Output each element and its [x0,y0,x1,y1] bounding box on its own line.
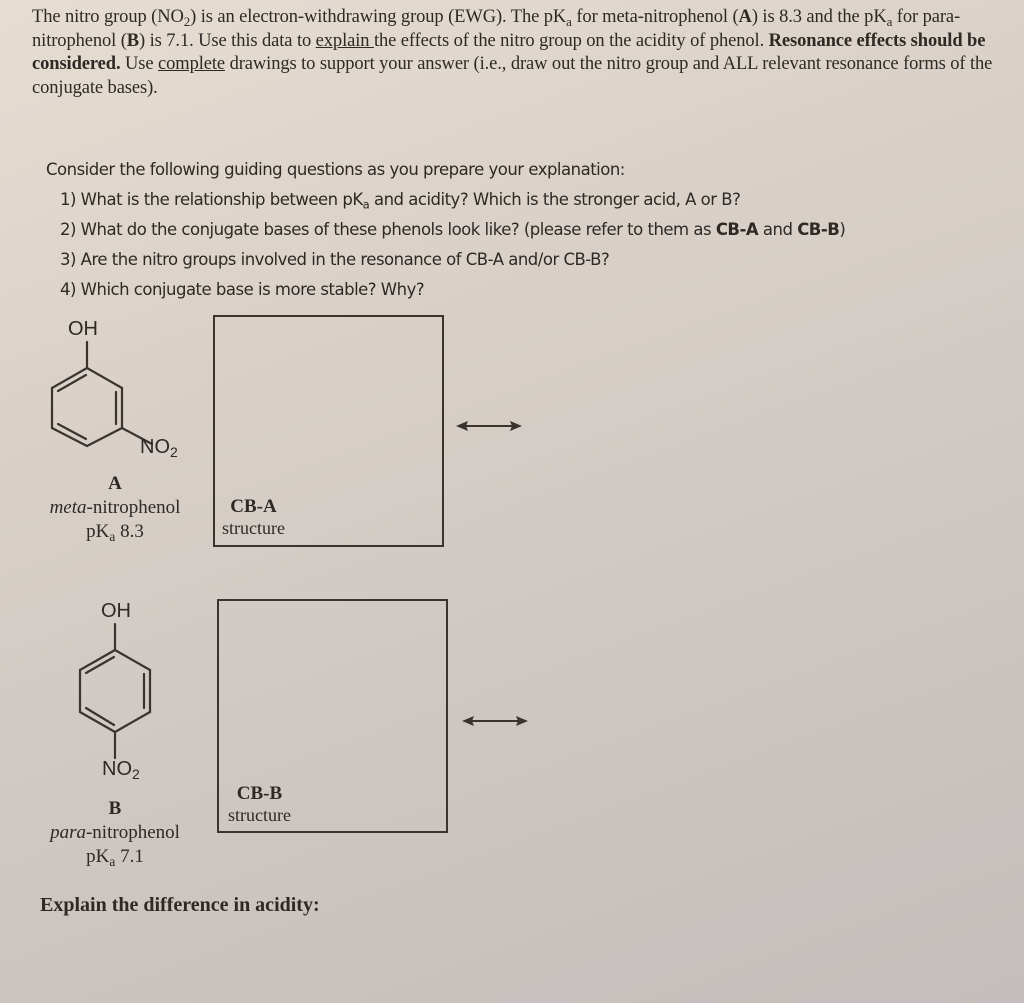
explain-prompt: Explain the difference in acidity: [40,894,320,916]
question-2: 2) What do the conjugate bases of these phenols look like? (please refer to them as CB-A and CB-B) [60,220,846,239]
guiding-questions [46,155,1021,305]
benzene-ring-para-icon [60,622,170,762]
nitro-group-label: $NO_2$ [140,436,178,461]
molecule-a-letter: A [108,473,122,494]
resonance-arrow-icon [460,711,530,731]
hydroxyl-label: OH [101,600,131,622]
nitro-group-label: $NO_2$ [102,758,140,783]
molecule-a-caption [30,472,200,544]
question-4: 4) Which conjugate base is more stable? Why? [60,280,425,299]
molecule-b-caption [30,797,200,869]
instructions-paragraph: The nitro group $(NO_2)$ is an electron-withdrawing group (EWG). The $pK_a$ for meta-nitrophenol (A) is 8.3 and the $pK_a$ for para-nitrophenol (B) is 7.1. Use this data to explain the effects of the nitro group on the acidity of phenol. Resonance effects should be considered. Use complete drawings to support your answer (i.e., draw out the nitro group and ALL relevant resonance forms of the conjugate bases). [32,7,993,98]
molecule-b-letter: B [108,798,122,819]
question-1: 1) What is the relationship between $pK_a$ and acidity? Which is the stronger acid, A or B? [60,190,741,212]
molecule-a-pka: $pK_a$ 8.3 [86,521,144,544]
molecule-b-pka: $pK_a$ 7.1 [86,846,144,869]
molecule-a-name: meta-nitrophenol [49,497,181,518]
hydroxyl-label: OH [68,318,98,340]
cb-b-label: CB-B structure [228,783,291,825]
cb-a-label: CB-A structure [222,496,285,538]
molecule-b-name: para-nitrophenol [50,822,180,843]
guiding-heading: Consider the following guiding questions as you prepare your explanation: [46,160,625,179]
resonance-arrow-icon [454,416,524,436]
question-3: 3) Are the nitro groups involved in the resonance of CB-A and/or CB-B? [60,250,610,269]
benzene-ring-meta-icon [30,340,160,450]
